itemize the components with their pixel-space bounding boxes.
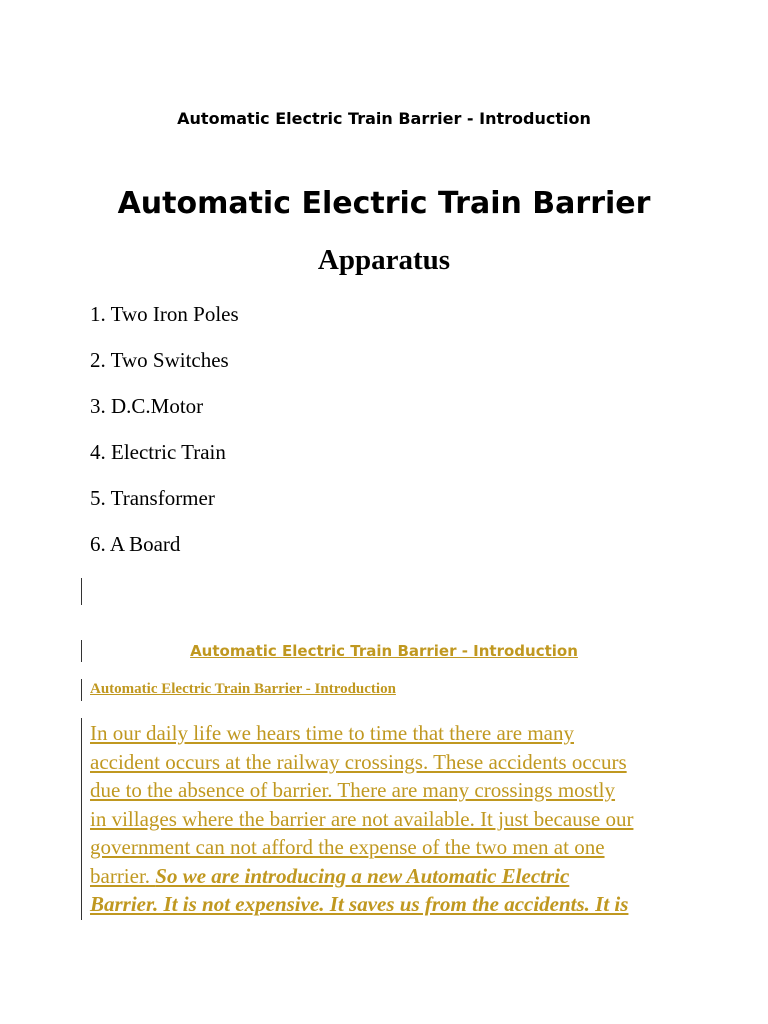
- apparatus-list: [90, 300, 239, 576]
- text-cursor-marker: [81, 718, 82, 920]
- paragraph-line: accident occurs at the railway crossings. These accidents occurs: [90, 749, 627, 774]
- list-item: 5. Transformer: [90, 486, 215, 510]
- list-item: 4. Electric Train: [90, 440, 226, 464]
- list-item: 6. A Board: [90, 532, 181, 556]
- page-header-title: Automatic Electric Train Barrier - Introduction: [177, 109, 591, 128]
- paragraph-line: due to the absence of barrier. There are many crossings mostly: [90, 778, 616, 802]
- list-item: 2. Two Switches: [90, 348, 229, 372]
- intro-paragraph-link[interactable]: [90, 719, 690, 919]
- apparatus-heading: Apparatus: [317, 244, 451, 276]
- paragraph-line: In our daily life we hears time to time that there are many: [90, 721, 574, 745]
- paragraph-line: government can not afford the expense of the two men at one: [90, 835, 605, 859]
- list-item: 3. D.C.Motor: [90, 394, 204, 418]
- intro-link-sub[interactable]: Automatic Electric Train Barrier - Introduction: [90, 681, 396, 697]
- paragraph-line: in villages where the barrier are not available. It just because our: [90, 806, 634, 831]
- intro-link-centered[interactable]: Automatic Electric Train Barrier - Introduction: [190, 642, 578, 660]
- paragraph-emphasis: Barrier. It is not expensive. It saves us from the accidents. It is: [90, 892, 629, 916]
- paragraph-line: barrier.: [90, 863, 156, 888]
- paragraph-emphasis: So we are introducing a new Automatic Electric: [155, 863, 570, 888]
- document-title: Automatic Electric Train Barrier: [117, 186, 651, 221]
- text-cursor-marker: [81, 679, 82, 701]
- text-cursor-marker: [81, 578, 82, 605]
- list-item: 1. Two Iron Poles: [90, 302, 239, 326]
